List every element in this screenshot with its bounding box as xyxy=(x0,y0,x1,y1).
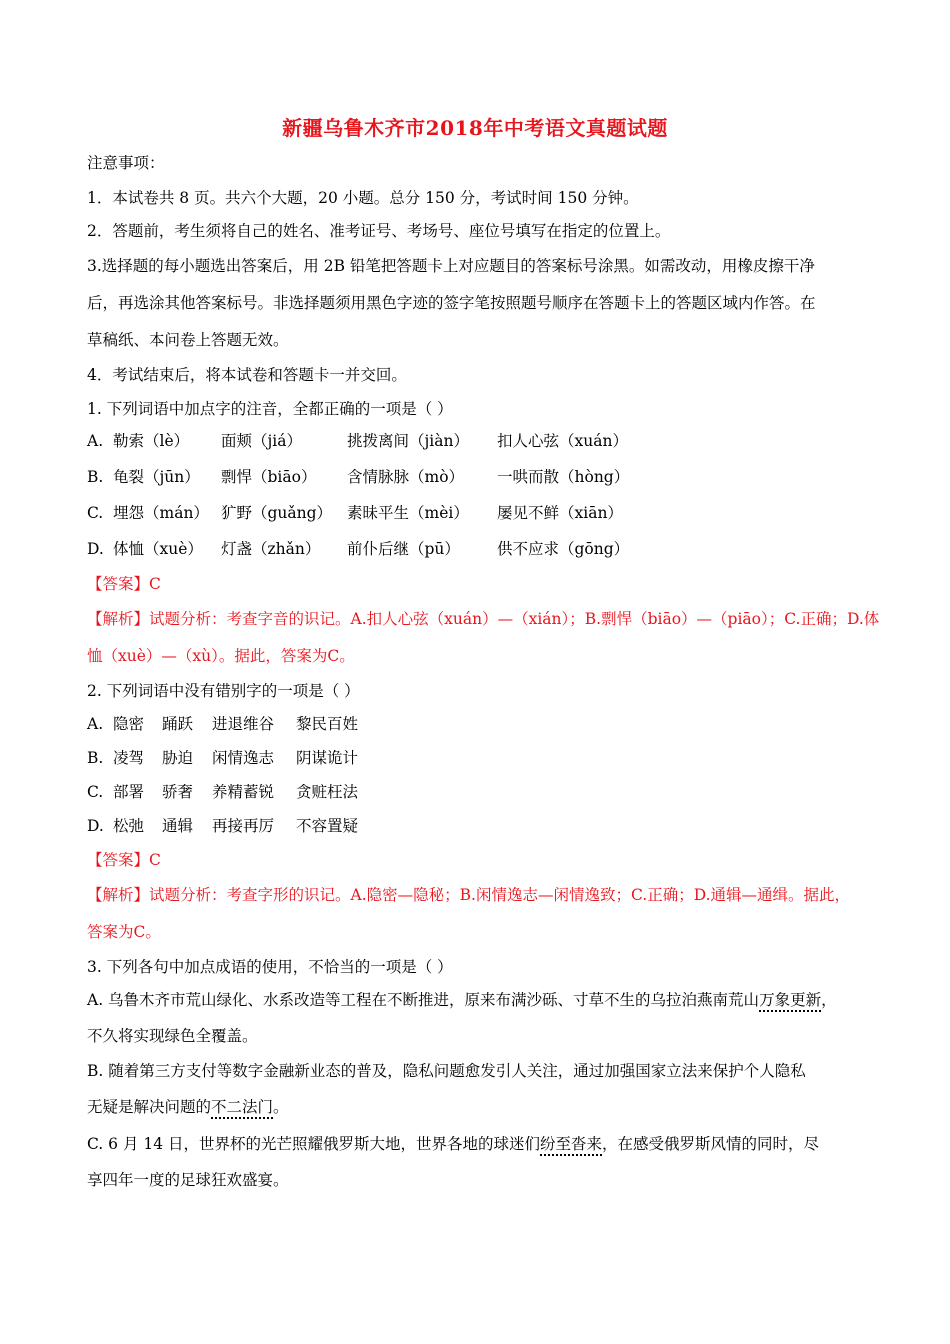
option-cell: 扣人心弦（xuán） xyxy=(497,432,628,450)
option-cell: 犷野（guǎng） xyxy=(221,504,333,522)
option-label: D. xyxy=(87,540,104,558)
sentence-text: ，在感受俄罗斯风情的同时，尽 xyxy=(602,1135,820,1153)
option-label: C. xyxy=(87,504,104,522)
note-item-4: 4．考试结束后，将本试卷和答题卡一并交回。 xyxy=(87,366,407,384)
option-cell: 挑拨离间（jiàn） xyxy=(347,432,469,450)
option-cell: 踊跃 xyxy=(162,715,194,733)
option-label: B. xyxy=(87,749,104,767)
option-cell: 含情脉脉（mò） xyxy=(347,468,465,486)
option-cell: 埋怨（mán） xyxy=(113,504,209,522)
note-item-3-cont: 后，再选涂其他答案标号。非选择题须用黑色字迹的签字笔按照题号顺序在答题卡上的答题区域内作答。在 xyxy=(87,294,816,312)
sentence-text: ， xyxy=(821,991,837,1009)
page-title: 新疆乌鲁木齐市2018年中考语文真题试题 xyxy=(282,116,668,140)
q3-option-a-line1 xyxy=(87,989,837,1011)
q2-option-c xyxy=(87,781,359,803)
option-cell: 阴谋诡计 xyxy=(296,749,359,767)
q1-stem: 1. 下列词语中加点字的注音，全都正确的一项是（ ） xyxy=(87,400,453,418)
analysis-tag: 【解析】 xyxy=(87,886,150,904)
q1-option-d xyxy=(87,538,630,560)
note-item-3: 3.选择题的每小题选出答案后，用 2B 铅笔把答题卡上对应题目的答案标号涂黑。如需改动，用橡皮擦干净 xyxy=(87,257,815,275)
option-cell: 素昧平生（mèi） xyxy=(347,504,469,522)
note-item-2: 2．答题前，考生须将自己的姓名、准考证号、考场号、座位号填写在指定的位置上。 xyxy=(87,222,671,240)
analysis-text: 试题分析：考查字形的识记。A.隐密—隐秘；B.闲情逸志—闲情逸致；C.正确；D.通辑—通缉。据此， xyxy=(149,886,850,904)
option-cell: 凌驾 xyxy=(113,749,145,767)
q3-option-c-line1 xyxy=(87,1133,819,1155)
note-item-1: 1．本试卷共 8 页。共六个大题，20 小题。总分 150 分，考试时间 150 分钟。 xyxy=(87,189,639,207)
q2-analysis-line2: 答案为C。 xyxy=(87,923,161,941)
option-cell: 屡见不鲜（xiān） xyxy=(497,504,623,522)
option-cell: 体恤（xuè） xyxy=(113,540,203,558)
option-cell: 部署 xyxy=(113,783,145,801)
q3-option-b-line2 xyxy=(87,1096,289,1118)
sentence-text: A. 乌鲁木齐市荒山绿化、水系改造等工程在不断推进，原来布满沙砾、寸草不生的乌拉泊燕南荒山 xyxy=(87,991,760,1009)
sentence-text: C. 6 月 14 日，世界杯的光芒照耀俄罗斯大地，世界各地的球迷们 xyxy=(87,1135,541,1153)
dotted-idiom: 纷至沓来 xyxy=(540,1135,602,1156)
analysis-text: 试题分析：考查字音的识记。A.扣人心弦（xuán）—（xián）；B.剽悍（biāo）—（piāo）；C.正确；D.体 xyxy=(149,610,880,628)
option-label: C. xyxy=(87,783,104,801)
q1-option-b xyxy=(87,466,630,488)
option-cell: 一哄而散（hòng） xyxy=(497,468,630,486)
q1-analysis-line1 xyxy=(87,608,879,630)
option-cell: 前仆后继（pū） xyxy=(347,540,460,558)
option-cell: 闲情逸志 xyxy=(212,749,275,767)
q2-option-d xyxy=(87,815,359,837)
q3-stem: 3. 下列各句中加点成语的使用，不恰当的一项是（ ） xyxy=(87,958,453,976)
option-cell: 进退维谷 xyxy=(212,715,275,733)
option-cell: 黎民百姓 xyxy=(296,715,359,733)
option-cell: 不容置疑 xyxy=(296,817,359,835)
q2-analysis-line1 xyxy=(87,884,850,906)
option-cell: 胁迫 xyxy=(162,749,194,767)
dotted-idiom: 不二法门 xyxy=(211,1098,273,1119)
option-cell: 通辑 xyxy=(162,817,194,835)
option-cell: 剽悍（biāo） xyxy=(221,468,317,486)
option-label: A. xyxy=(87,432,104,450)
q2-stem: 2. 下列词语中没有错别字的一项是（ ） xyxy=(87,682,360,700)
q1-answer: 【答案】C xyxy=(87,575,161,593)
option-cell: 龟裂（jūn） xyxy=(113,468,200,486)
q3-option-a-line2: 不久将实现绿色全覆盖。 xyxy=(87,1027,258,1045)
q1-option-c xyxy=(87,502,623,524)
dotted-idiom: 万象更新 xyxy=(759,991,821,1012)
option-cell: 勒索（lè） xyxy=(113,432,190,450)
note-item-3-end: 草稿纸、本问卷上答题无效。 xyxy=(87,331,289,349)
option-label: B. xyxy=(87,468,104,486)
analysis-tag: 【解析】 xyxy=(87,610,150,628)
option-cell: 面颊（jiá） xyxy=(221,432,303,450)
q1-analysis-line2: 恤（xuè）—（xù）。据此，答案为C。 xyxy=(87,647,355,665)
option-cell: 松弛 xyxy=(113,817,145,835)
q2-option-b xyxy=(87,747,359,769)
notes-heading: 注意事项： xyxy=(87,154,165,172)
q2-option-a xyxy=(87,713,359,735)
option-cell: 隐密 xyxy=(113,715,145,733)
option-cell: 供不应求（gōng） xyxy=(497,540,630,558)
option-cell: 贪赃枉法 xyxy=(296,783,359,801)
option-cell: 再接再厉 xyxy=(212,817,275,835)
q3-option-b-line1: B. 随着第三方支付等数字金融新业态的普及，隐私问题愈发引人关注，通过加强国家立法来保护个人隐私 xyxy=(87,1062,806,1080)
option-label: D. xyxy=(87,817,104,835)
q3-option-c-line2: 享四年一度的足球狂欢盛宴。 xyxy=(87,1171,289,1189)
option-cell: 骄奢 xyxy=(162,783,194,801)
option-cell: 养精蓄锐 xyxy=(212,783,275,801)
option-label: A. xyxy=(87,715,104,733)
q2-answer: 【答案】C xyxy=(87,851,161,869)
sentence-text: 无疑是解决问题的 xyxy=(87,1098,212,1116)
option-cell: 灯盏（zhǎn） xyxy=(221,540,321,558)
sentence-text: 。 xyxy=(273,1098,289,1116)
q1-option-a xyxy=(87,430,628,452)
